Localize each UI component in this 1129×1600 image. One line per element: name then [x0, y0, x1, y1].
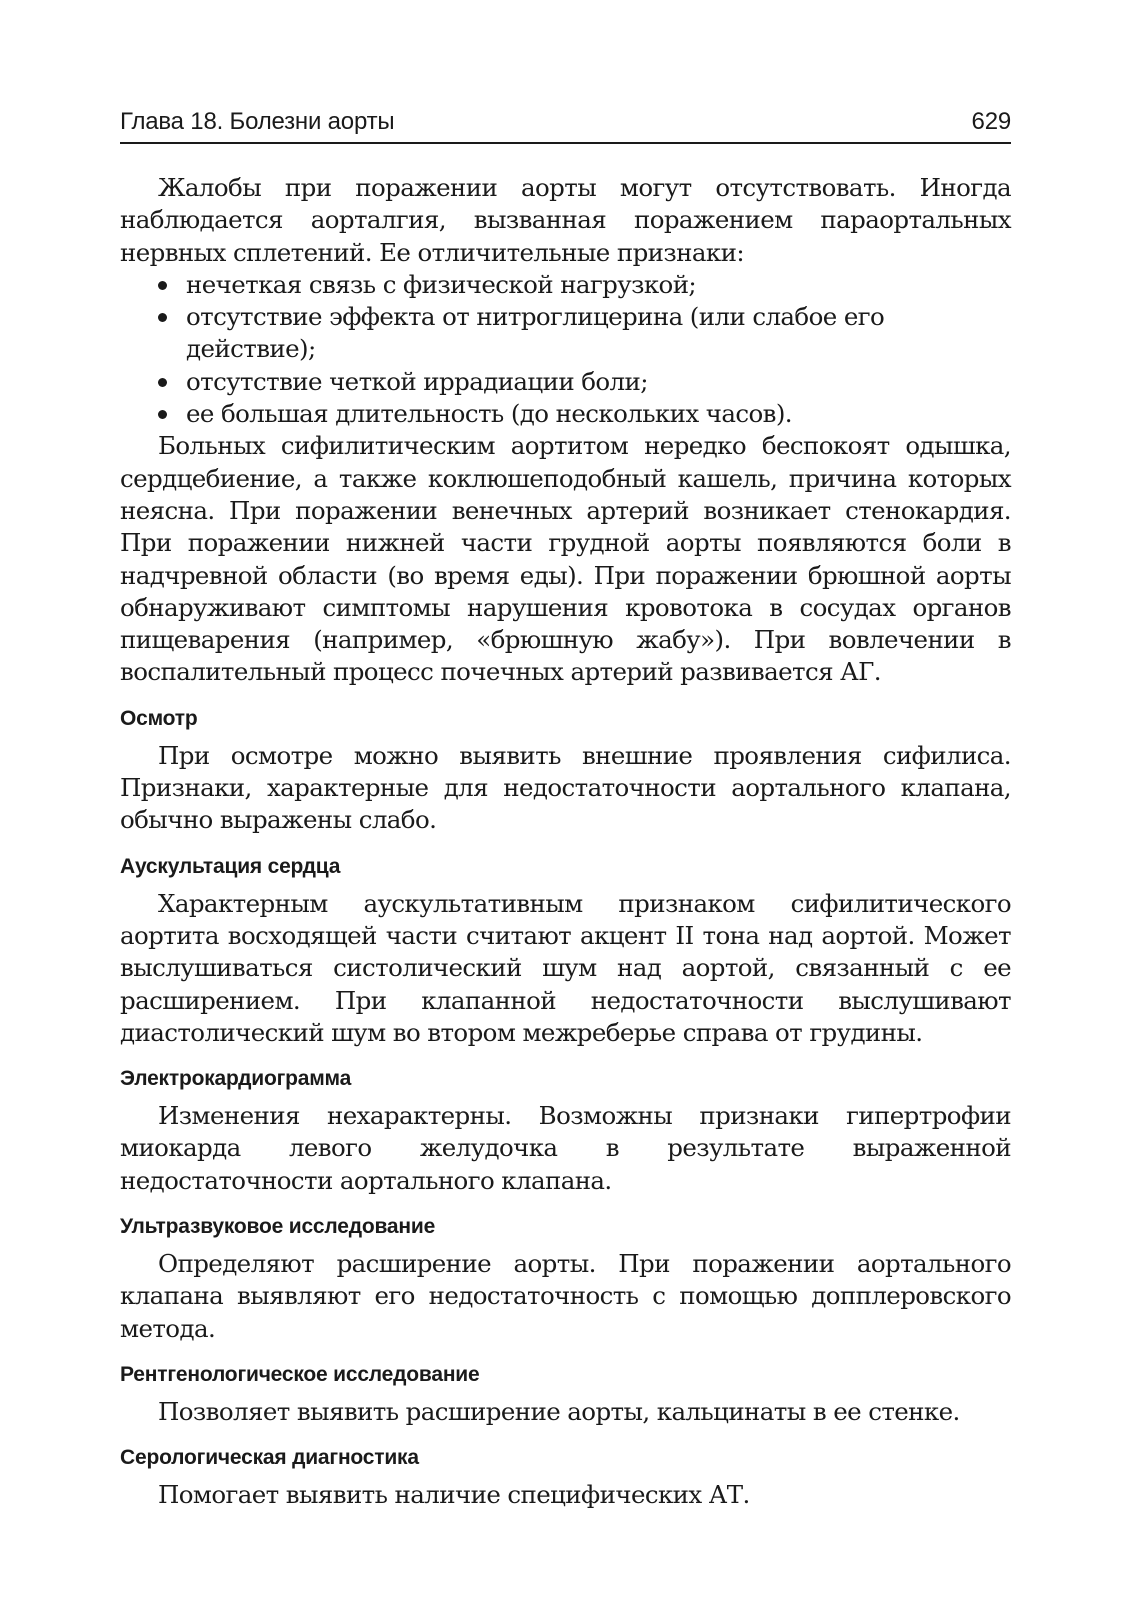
section-heading-serology: Серологическая диагностика — [120, 1446, 419, 1470]
symptom-list — [120, 269, 1011, 430]
section-heading-inspection: Осмотр — [120, 706, 198, 730]
bullet-icon — [158, 410, 167, 419]
section-text-inspection: При осмотре можно выявить внешние проявления сифилиса. Признаки, характерные для недостаточности аортального клапана, обычно выражены слабо. — [120, 740, 1011, 835]
symptoms-paragraph: Больных сифилитическим аортитом нередко беспокоят одышка, сердцебиение, а также коклюшеподобный кашель, причина которых неясна. При поражении венечных артерий возникает стенокардия. При поражении нижней части грудной аорты появляются боли в надчревной области (во время еды). При поражении брюшной аорты обнаруживают симптомы нарушения кровотока в сосудах органов пищеварения (например, «брюшную жабу»). При вовлечении в воспалительный процесс почечных артерий развивается АГ. — [120, 431, 1011, 687]
list-item-text: нечеткая связь с физической нагрузкой; — [186, 269, 697, 299]
section-heading-ultrasound: Ультразвуковое исследование — [120, 1215, 436, 1239]
chapter-title: Глава 18. Болезни аорты — [120, 108, 395, 135]
page-content — [120, 172, 1011, 1512]
list-item-text: отсутствие эффекта от нитроглицерина (или слабое его действие); — [186, 302, 885, 364]
bullet-icon — [158, 281, 167, 290]
page-number: 629 — [971, 108, 1011, 135]
section-heading-auscultation: Аускультация сердца — [120, 854, 341, 878]
bullet-icon — [158, 313, 167, 322]
intro-paragraph: Жалобы при поражении аорты могут отсутствовать. Иногда наблюдается аорталгия, вызванная поражением параортальных нервных сплетений. Ее отличительные признаки: — [120, 173, 1011, 267]
section-text-ultrasound: Определяют расширение аорты. При поражении аортального клапана выявляют его недостаточность с помощью допплеровского метода. — [120, 1249, 1011, 1343]
list-item — [120, 366, 1011, 398]
bullet-icon — [158, 378, 167, 387]
list-item-text: ее большая длительность (до нескольких часов). — [186, 399, 792, 429]
list-item — [120, 398, 1011, 430]
running-head — [120, 108, 1011, 144]
section-text-xray: Позволяет выявить расширение аорты, кальцинаты в ее стенке. — [158, 1396, 960, 1426]
section-heading-ecg: Электрокардиограмма — [120, 1067, 352, 1091]
list-item-text: отсутствие четкой иррадиации боли; — [186, 366, 648, 396]
section-text-serology: Помогает выявить наличие специфических АТ. — [158, 1480, 750, 1510]
list-item — [120, 301, 1011, 366]
section-text-auscultation: Характерным аускультативным признаком сифилитического аортита восходящей части считают акцент II тона над аортой. Может выслушиваться систолический шум над аортой, связанный с ее расширением. При клапанной недостаточности выслушивают диастолический шум во втором межреберье справа от грудины. — [120, 888, 1011, 1047]
section-heading-xray: Рентгенологическое исследование — [120, 1362, 480, 1386]
section-text-ecg: Изменения нехарактерны. Возможны признаки гипертрофии миокарда левого желудочка в результате выраженной недостаточности аортального клапана. — [120, 1101, 1011, 1195]
list-item — [120, 269, 1011, 301]
